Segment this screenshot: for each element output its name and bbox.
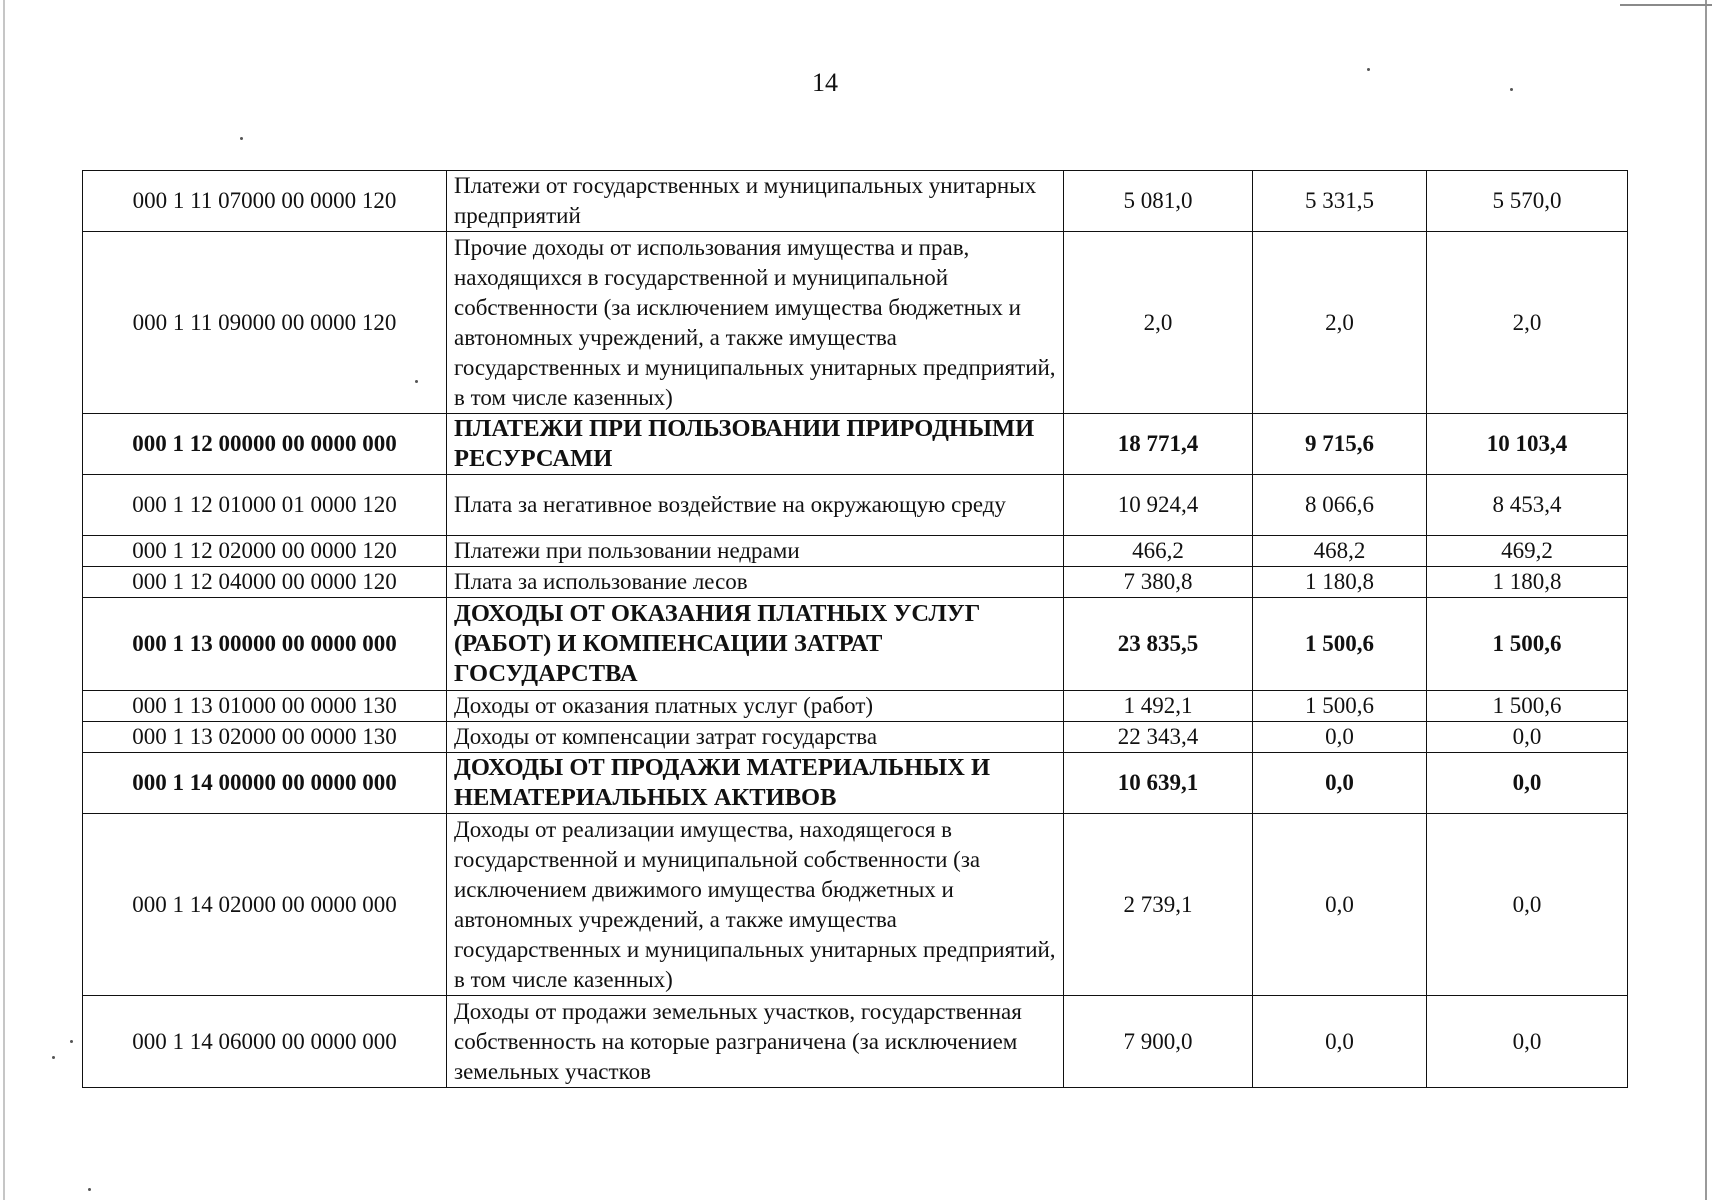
budget-code: 000 1 14 06000 00 0000 000 — [83, 996, 447, 1088]
budget-code: 000 1 13 00000 00 0000 000 — [83, 598, 447, 691]
value-year-3: 0,0 — [1427, 753, 1628, 814]
value-year-1: 7 900,0 — [1064, 996, 1253, 1088]
table-row — [83, 814, 1628, 996]
revenue-name: ПЛАТЕЖИ ПРИ ПОЛЬЗОВАНИИ ПРИРОДНЫМИ РЕСУРСАМИ — [447, 414, 1064, 475]
budget-code: 000 1 14 02000 00 0000 000 — [83, 814, 447, 996]
value-year-3: 1 500,6 — [1427, 691, 1628, 722]
value-year-1: 10 924,4 — [1064, 475, 1253, 536]
table-row — [83, 722, 1628, 753]
table-row — [83, 996, 1628, 1088]
value-year-3: 0,0 — [1427, 722, 1628, 753]
value-year-3: 10 103,4 — [1427, 414, 1628, 475]
scan-speck — [70, 1040, 73, 1043]
value-year-2: 2,0 — [1253, 232, 1427, 414]
revenue-name: Плата за негативное воздействие на окружающую среду — [447, 475, 1064, 536]
scan-left-edge — [3, 0, 5, 1200]
budget-code: 000 1 11 07000 00 0000 120 — [83, 171, 447, 232]
scan-speck — [52, 1056, 55, 1059]
value-year-3: 0,0 — [1427, 996, 1628, 1088]
revenue-name: Платежи от государственных и муниципальных унитарных предприятий — [447, 171, 1064, 232]
scan-right-edge — [1705, 0, 1707, 1200]
value-year-2: 5 331,5 — [1253, 171, 1427, 232]
table-row-section — [83, 598, 1628, 691]
scan-speck — [88, 1188, 91, 1191]
budget-code: 000 1 13 01000 00 0000 130 — [83, 691, 447, 722]
revenue-name: Доходы от компенсации затрат государства — [447, 722, 1064, 753]
value-year-1: 23 835,5 — [1064, 598, 1253, 691]
value-year-1: 7 380,8 — [1064, 567, 1253, 598]
revenue-name: ДОХОДЫ ОТ ПРОДАЖИ МАТЕРИАЛЬНЫХ И НЕМАТЕРИАЛЬНЫХ АКТИВОВ — [447, 753, 1064, 814]
value-year-2: 0,0 — [1253, 996, 1427, 1088]
value-year-1: 18 771,4 — [1064, 414, 1253, 475]
budget-code: 000 1 12 00000 00 0000 000 — [83, 414, 447, 475]
revenue-name: Доходы от реализации имущества, находящегося в государственной и муниципальной собственности (за исключением движимого имущества бюджетных и автономных учреждений, а также имущества государственных и муниципальных унитарных предприятий, в том числе казенных) — [447, 814, 1064, 996]
value-year-1: 1 492,1 — [1064, 691, 1253, 722]
table-row-section — [83, 414, 1628, 475]
value-year-3: 469,2 — [1427, 536, 1628, 567]
value-year-2: 0,0 — [1253, 814, 1427, 996]
revenue-name: Доходы от оказания платных услуг (работ) — [447, 691, 1064, 722]
table-row — [83, 567, 1628, 598]
scan-speck — [1367, 68, 1370, 71]
value-year-1: 2,0 — [1064, 232, 1253, 414]
value-year-1: 466,2 — [1064, 536, 1253, 567]
budget-code: 000 1 14 00000 00 0000 000 — [83, 753, 447, 814]
revenue-name: ДОХОДЫ ОТ ОКАЗАНИЯ ПЛАТНЫХ УСЛУГ (РАБОТ) И КОМПЕНСАЦИИ ЗАТРАТ ГОСУДАРСТВА — [447, 598, 1064, 691]
value-year-1: 10 639,1 — [1064, 753, 1253, 814]
value-year-1: 2 739,1 — [1064, 814, 1253, 996]
scan-speck — [415, 380, 418, 383]
value-year-2: 468,2 — [1253, 536, 1427, 567]
budget-revenue-table — [82, 170, 1628, 1088]
table-row — [83, 232, 1628, 414]
value-year-2: 8 066,6 — [1253, 475, 1427, 536]
table-row — [83, 475, 1628, 536]
value-year-3: 1 500,6 — [1427, 598, 1628, 691]
revenue-name: Доходы от продажи земельных участков, государственная собственность на которые разграничена (за исключением земельных участков — [447, 996, 1064, 1088]
value-year-1: 5 081,0 — [1064, 171, 1253, 232]
value-year-2: 9 715,6 — [1253, 414, 1427, 475]
revenue-name: Плата за использование лесов — [447, 567, 1064, 598]
budget-code: 000 1 12 02000 00 0000 120 — [83, 536, 447, 567]
value-year-2: 1 500,6 — [1253, 598, 1427, 691]
table-row — [83, 171, 1628, 232]
value-year-3: 8 453,4 — [1427, 475, 1628, 536]
value-year-3: 1 180,8 — [1427, 567, 1628, 598]
scan-speck — [1510, 88, 1513, 91]
budget-code: 000 1 13 02000 00 0000 130 — [83, 722, 447, 753]
value-year-1: 22 343,4 — [1064, 722, 1253, 753]
revenue-name: Платежи при пользовании недрами — [447, 536, 1064, 567]
table-row — [83, 536, 1628, 567]
value-year-2: 0,0 — [1253, 722, 1427, 753]
value-year-3: 0,0 — [1427, 814, 1628, 996]
revenue-name: Прочие доходы от использования имущества и прав, находящихся в государственной и муниципальной собственности (за исключением имущества бюджетных и автономных учреждений, а также имущества государственных и муниципальных унитарных предприятий, в том числе казенных) — [447, 232, 1064, 414]
table-row-section — [83, 753, 1628, 814]
table-body — [83, 171, 1628, 1088]
scan-speck — [240, 137, 243, 140]
budget-code: 000 1 12 01000 01 0000 120 — [83, 475, 447, 536]
budget-code: 000 1 12 04000 00 0000 120 — [83, 567, 447, 598]
value-year-3: 2,0 — [1427, 232, 1628, 414]
table-row — [83, 691, 1628, 722]
budget-code: 000 1 11 09000 00 0000 120 — [83, 232, 447, 414]
value-year-2: 1 500,6 — [1253, 691, 1427, 722]
value-year-2: 0,0 — [1253, 753, 1427, 814]
page-number: 14 — [812, 68, 838, 97]
scan-top-line — [1620, 4, 1712, 6]
value-year-3: 5 570,0 — [1427, 171, 1628, 232]
value-year-2: 1 180,8 — [1253, 567, 1427, 598]
